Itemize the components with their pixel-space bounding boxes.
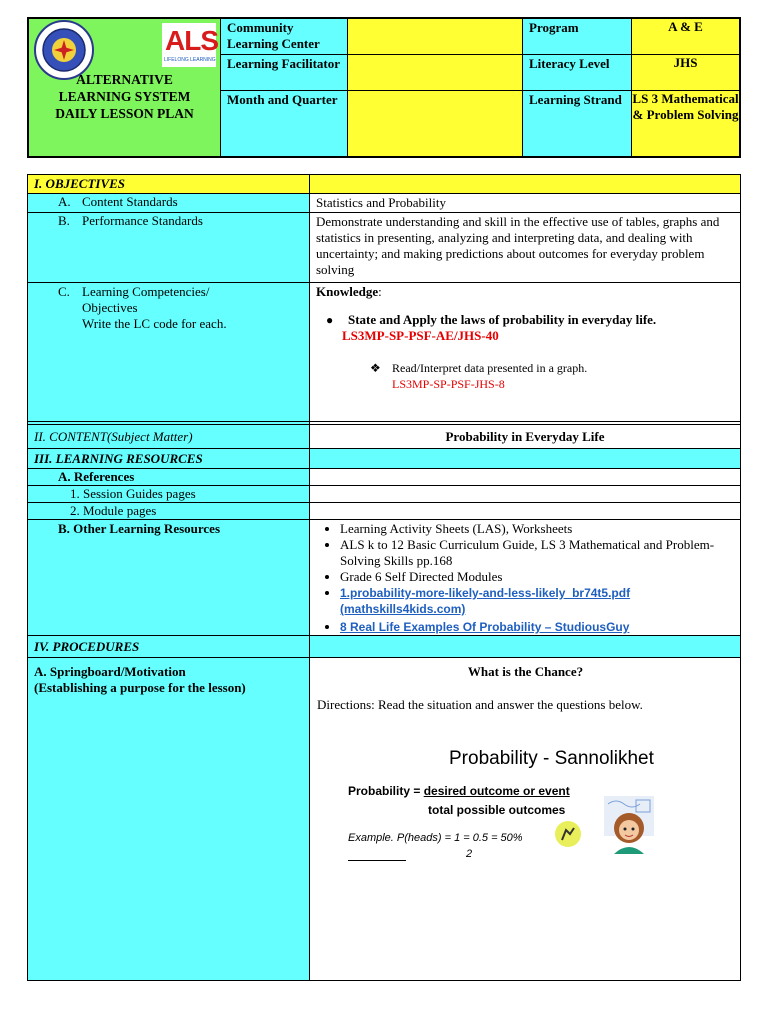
program-value: A & E (632, 18, 741, 54)
learning-competencies-letter: C. (58, 284, 70, 299)
performance-standards-label: Performance Standards (82, 213, 203, 228)
probability-pdf-link[interactable]: 1.probability-more-likely-and-less-likely_br74t5.pdf (mathskills4kids.com) (340, 586, 631, 616)
example-underline (348, 860, 406, 861)
resource-item-link-1 (340, 585, 740, 617)
clc-value[interactable] (348, 18, 523, 54)
diamond-bullet-icon: ❖ (370, 361, 381, 375)
resource-item-link-2 (340, 619, 740, 635)
resources-heading: III. LEARNING RESOURCES (28, 449, 310, 469)
competency-2: Read/Interpret data presented in a graph. (392, 361, 588, 375)
procedures-heading-blank (310, 636, 741, 658)
objectives-heading-blank (310, 175, 741, 194)
resources-heading-blank (310, 449, 741, 469)
springboard-cell (28, 658, 310, 981)
facilitator-value[interactable] (348, 54, 523, 90)
module-pages-label: 2. Module pages (28, 503, 310, 520)
activity-directions: Directions: Read the situation and answer the questions below. (317, 697, 643, 712)
references-value (310, 469, 741, 486)
header-logo-cell (28, 18, 221, 157)
formula-denominator: total possible outcomes (428, 803, 566, 817)
content-heading-sub: (Subject Matter) (106, 428, 193, 444)
probability-example: Example. P(heads) = 1 = 0.5 = 50% (348, 832, 523, 844)
procedures-heading: IV. PROCEDURES (28, 636, 310, 658)
lesson-plan-table (27, 174, 741, 981)
references-label: A. References (28, 469, 310, 486)
learning-strand-label: Learning Strand (523, 90, 632, 157)
title-line-3: DAILY LESSON PLAN (55, 106, 194, 121)
performance-standards-letter: B. (58, 213, 70, 228)
performance-standards-value: Demonstrate understanding and skill in the effective use of tables, graphs and statistics in presenting, analyzing and interpreting data, and dealing with uncertainty; and making predictions about outcomes for everyday problem solving (310, 213, 741, 283)
learning-competencies-cell (28, 283, 310, 422)
content-heading-cell (28, 425, 310, 449)
activity-title: What is the Chance? (467, 664, 584, 679)
lc-line-3: Write the LC code for each. (82, 316, 227, 331)
springboard-purpose: (Establishing a purpose for the lesson) (34, 680, 246, 695)
knowledge-label: Knowledge (316, 284, 379, 299)
other-resources-list (310, 520, 741, 636)
formula-numerator: desired outcome or event (423, 784, 570, 798)
probability-formula (348, 784, 570, 798)
facilitator-label: Learning Facilitator (221, 54, 348, 90)
literacy-level-value: JHS (632, 54, 741, 90)
probability-image-title: Probability - Sannolikhet (449, 748, 654, 769)
competency-1: State and Apply the laws of probability in everyday life. (348, 312, 657, 327)
probability-image (344, 748, 674, 888)
resource-item: • ALS k to 12 Basic Curriculum Guide, LS 3 Mathematical and Problem-Solving Skills pp.168 (340, 537, 740, 569)
month-quarter-label: Month and Quarter (221, 90, 348, 157)
learning-competencies-value (310, 283, 741, 422)
title-line-1: ALTERNATIVE (76, 72, 173, 87)
springboard-content (310, 658, 741, 981)
header-title (29, 71, 220, 122)
title-line-2: LEARNING SYSTEM (58, 89, 191, 104)
formula-label: Probability = (348, 784, 424, 798)
example-denominator: 2 (466, 848, 473, 860)
lc-line-1: Learning Competencies/ (82, 284, 210, 299)
clc-label: Community Learning Center (221, 18, 348, 54)
session-guides-value (310, 486, 741, 503)
content-standards-letter: A. (58, 194, 71, 209)
content-standards-cell (28, 194, 310, 213)
bullet-dot-icon: ● (326, 313, 334, 327)
coin-flip-icon (554, 820, 582, 848)
literacy-level-label: Literacy Level (523, 54, 632, 90)
module-pages-value (310, 503, 741, 520)
content-standards-value: Statistics and Probability (310, 194, 741, 213)
resource-item: • Grade 6 Self Directed Modules (340, 569, 740, 585)
content-standards-label: Content Standards (82, 194, 178, 209)
als-logo (162, 23, 216, 67)
teacher-avatar-icon (602, 794, 656, 856)
competency-2-code: LS3MP-SP-PSF-JHS-8 (392, 377, 505, 391)
other-resources-label: B. Other Learning Resources (28, 520, 310, 636)
program-label: Program (523, 18, 632, 54)
als-logo-text: ALS (165, 25, 218, 56)
content-heading: II. CONTENT (34, 428, 107, 444)
performance-standards-cell (28, 213, 310, 283)
competency-1-code: LS3MP-SP-PSF-AE/JHS-40 (342, 328, 499, 343)
als-tagline: LIFELONG LEARNING (164, 57, 216, 63)
session-guides-label: 1. Session Guides pages (28, 486, 310, 503)
springboard-label: A. Springboard/Motivation (34, 664, 186, 679)
month-quarter-value[interactable] (348, 90, 523, 157)
header-table (27, 17, 741, 158)
objectives-heading: I. OBJECTIVES (28, 175, 310, 194)
studiousguy-link[interactable]: 8 Real Life Examples Of Probability – StudiousGuy (340, 620, 630, 634)
content-value: Probability in Everyday Life (310, 425, 741, 449)
resource-item: • Learning Activity Sheets (LAS), Worksheets (340, 521, 740, 537)
knowledge-colon: : (378, 284, 382, 299)
learning-strand-value: LS 3 Mathematical & Problem Solving (632, 90, 741, 157)
lc-line-2: Objectives (82, 300, 138, 315)
